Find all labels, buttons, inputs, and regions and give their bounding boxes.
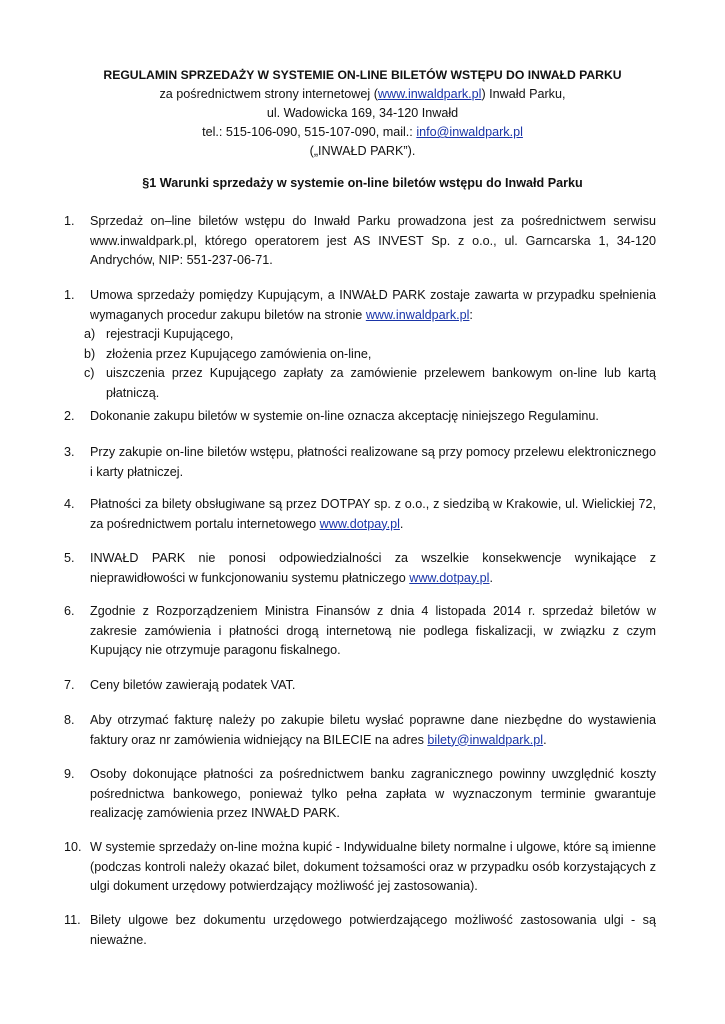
item-number: 1. [64, 288, 75, 302]
item-text: Przy zakupie on-line biletów wstępu, płatności realizowane są przy pomocy przelewu elektronicznego i karty płatniczej. [90, 445, 656, 479]
item-text-part: Umowa sprzedaży pomiędzy Kupującym, a INWAŁD PARK zostaje zawarta w przypadku spełnienia wymaganych procedur zakupu biletów na stronie [90, 288, 656, 322]
list-item [64, 407, 656, 427]
header-line-name: („INWAŁD PARK”). [309, 144, 416, 158]
item-text-part: . [399, 516, 404, 531]
item-text-part: . [489, 570, 493, 585]
document-title: REGULAMIN SPRZEDAŻY W SYSTEMIE ON-LINE BILETÓW WSTĘPU DO INWAŁD PARKU [103, 68, 622, 82]
item-text: Bilety ulgowe bez dokumentu urzędowego potwierdzającego możliwość zastosowania ulgi - są nieważne. [90, 913, 656, 947]
item-text-part: INWAŁD PARK nie ponosi odpowiedzialności za wszelkie konsekwencje wynikające z nieprawidłowości w funkcjonowaniu systemu płatniczego [90, 551, 656, 585]
list-item [64, 765, 656, 824]
list-item [64, 212, 656, 271]
list-item [64, 286, 656, 403]
sub-item-text: rejestracji Kupującego, [106, 327, 234, 341]
item-text-part: Płatności za bilety obsługiwane są przez DOTPAY sp. z o.o., z siedzibą w Krakowie, ul. Wielickiej 72, za pośrednictwem portalu internetowego [90, 497, 656, 531]
item-text-part: Aby otrzymać fakturę należy po zakupie biletu wysłać poprawne dane niezbędne do wystawienia faktury oraz nr zamówienia widniejący na BILECIE na adres [90, 713, 656, 747]
sub-item [64, 345, 656, 365]
document-header [60, 66, 665, 161]
dotpay-link[interactable]: www.dotpay.pl [319, 516, 400, 531]
header-line-contact [60, 123, 665, 142]
list-item [64, 838, 656, 897]
item-text-part: . [543, 732, 547, 747]
item-number: 5. [64, 551, 75, 565]
sub-item-text: złożenia przez Kupującego zamówienia on-line, [106, 346, 372, 361]
sub-item-letter: a) [84, 327, 96, 341]
dotpay-link[interactable]: www.dotpay.pl [409, 570, 490, 585]
sub-item [64, 364, 656, 403]
header-line4-text: tel.: 515-106-090, 515-107-090, mail.: [202, 125, 417, 139]
item-text [90, 286, 656, 325]
header-line2-text-b: ) Inwałd Parku, [481, 87, 566, 101]
sub-item-letter: b) [84, 346, 96, 361]
item-number: 2. [64, 409, 75, 423]
section-title: §1 Warunki sprzedaży w systemie on-line biletów wstępu do Inwałd Parku [142, 176, 583, 190]
item-text [90, 495, 656, 534]
item-text: Dokonanie zakupu biletów w systemie on-line oznacza akceptację niniejszego Regulaminu. [90, 409, 599, 423]
item-number: 11. [64, 913, 81, 927]
item-number: 8. [64, 713, 75, 727]
sub-item [64, 325, 656, 345]
list-item [64, 443, 656, 482]
item-text-part: : [469, 307, 473, 322]
item-number: 1. [64, 214, 75, 228]
item-text: Zgodnie z Rozporządzeniem Ministra Finansów z dnia 4 listopada 2014 r. sprzedaż biletów w zakresie zamówienia i płatności drogą internetową nie podlega fiskalizacji, w związku z czym Kupujący nie otrzymuje paragonu fiskalnego. [90, 604, 656, 657]
bilety-email-link[interactable]: bilety@inwaldpark.pl [427, 732, 544, 747]
sub-item-text: uiszczenia przez Kupującego zapłaty za zamówienie przelewem bankowym on-line lub kartą płatniczą. [106, 366, 656, 400]
sub-item-letter: c) [84, 366, 95, 380]
website-link[interactable]: www.inwaldpark.pl [365, 307, 470, 322]
list-item [64, 676, 656, 696]
email-link[interactable]: info@inwaldpark.pl [416, 125, 523, 139]
item-text [90, 549, 656, 588]
header-line2-text-a: za pośrednictwem strony internetowej ( [159, 87, 378, 101]
item-number: 3. [64, 445, 75, 459]
item-text: Ceny biletów zawierają podatek VAT. [90, 678, 296, 692]
item-number: 10. [64, 840, 82, 854]
website-link[interactable]: www.inwaldpark.pl [377, 87, 482, 101]
item-text: Osoby dokonujące płatności za pośrednictwem banku zagranicznego powinny uwzględnić koszty pośrednictwa bankowego, ponieważ tylko pełna zapłata w wyznaczonym terminie gwarantuje realizację zamówienia przez INWAŁD PARK. [90, 767, 656, 820]
item-number: 9. [64, 767, 75, 781]
list-item [64, 549, 656, 588]
list-item [64, 711, 656, 750]
item-text: W systemie sprzedaży on-line można kupić - Indywidualne bilety normalne i ulgowe, które są imienne (podczas kontroli należy okazać bilet, dokument tożsamości oraz w przypadku osób korzystających z ulgi dokument urzędowy potwierdzający możliwość jej zastosowania). [90, 840, 656, 893]
header-line-website [60, 85, 665, 104]
header-line-address: ul. Wadowicka 169, 34-120 Inwałd [266, 106, 459, 120]
item-text [90, 711, 656, 750]
item-number: 7. [64, 678, 75, 692]
list-item [64, 495, 656, 534]
item-number: 6. [64, 604, 75, 618]
item-text: Sprzedaż on–line biletów wstępu do Inwałd Parku prowadzona jest za pośrednictwem serwisu www.inwaldpark.pl, którego operatorem jest AS INVEST Sp. z o.o., ul. Garncarska 1, 34-120 Andrychów, NIP: 551-237-06-71. [90, 214, 656, 267]
list-item [64, 602, 656, 661]
list-item [64, 911, 656, 950]
item-number: 4. [64, 497, 75, 511]
